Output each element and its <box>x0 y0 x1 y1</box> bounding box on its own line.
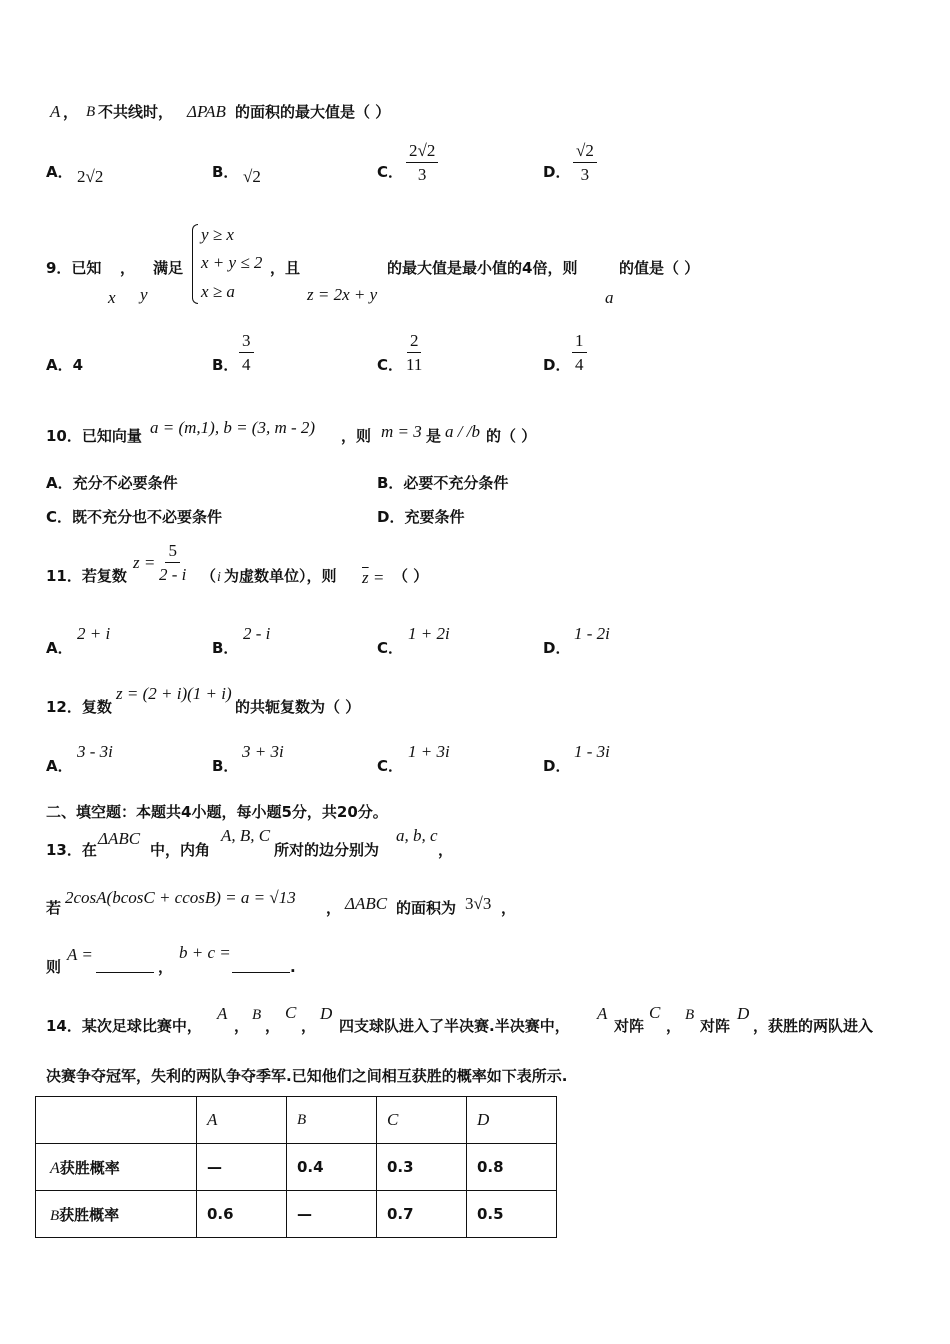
option-a-label: A．4 <box>46 356 84 374</box>
team-b: B <box>252 1007 262 1023</box>
option-a: A．充分不必要条件 <box>46 474 178 492</box>
table-cell: 0.6 <box>197 1191 287 1238</box>
option-a-label: A． <box>46 757 73 775</box>
var-a: a <box>605 288 614 307</box>
option-a-value: 2 + i <box>77 624 111 643</box>
table-row <box>36 1144 557 1191</box>
option-c-label: C． <box>377 757 404 775</box>
vectors: a = (m,1), b = (3, m - 2) <box>150 418 316 437</box>
triangle-abc-2: ΔABC <box>345 894 388 913</box>
sides: a, b, c <box>396 826 438 845</box>
blank-bc[interactable] <box>232 972 290 973</box>
option-c-label: C． <box>377 356 404 374</box>
option-c-value: 1 + 3i <box>408 742 450 761</box>
table-header-cell: D <box>467 1097 557 1144</box>
option-d-value: 1 - 2i <box>574 624 610 643</box>
option-d-label: D． <box>543 639 571 657</box>
z-equals: z = <box>133 553 156 572</box>
table-header-row <box>36 1097 557 1144</box>
constraint-2: x + y ≤ 2 <box>201 253 263 272</box>
table-header-cell: C <box>377 1097 467 1144</box>
option-b-value: 2 - i <box>243 624 271 643</box>
var-y: y <box>140 285 148 304</box>
constraint-1: y ≥ x <box>201 225 234 244</box>
z-fraction: $\frac{5}{2 - i}$ <box>159 541 187 584</box>
option-c-label: C． <box>377 639 404 657</box>
table-cell: 0.8 <box>467 1144 557 1191</box>
table-header-cell: B <box>287 1097 377 1144</box>
option-c-fraction: $\frac{2√2}{3}$ <box>406 141 438 185</box>
blank-a[interactable] <box>96 972 154 973</box>
option-b-label: B． <box>212 163 239 181</box>
option-a-label: A． <box>46 639 73 657</box>
option-d-fraction: $\frac{√2}{3}$ <box>573 141 597 185</box>
row-label: B获胜概率 <box>36 1191 197 1238</box>
team-c: C <box>285 1003 297 1022</box>
table-header-cell: A <box>197 1097 287 1144</box>
table-cell: 0.7 <box>377 1191 467 1238</box>
table-header-cell <box>36 1097 197 1144</box>
table-row <box>36 1191 557 1238</box>
option-d: D．充要条件 <box>377 508 465 526</box>
team-b-2: B <box>685 1007 695 1023</box>
team-c-2: C <box>649 1003 661 1022</box>
blank-bc-label: b + c = <box>179 943 231 962</box>
option-c-label: C． <box>377 163 404 181</box>
team-d-2: D <box>737 1004 750 1023</box>
option-c-value: 1 + 2i <box>408 624 450 643</box>
table-cell: — <box>287 1191 377 1238</box>
table-cell: 0.5 <box>467 1191 557 1238</box>
option-b-label: B． <box>212 356 239 374</box>
team-d: D <box>320 1004 333 1023</box>
option-b-value: 3 + 3i <box>242 742 284 761</box>
team-a: A <box>217 1004 228 1023</box>
option-c: C．既不充分也不必要条件 <box>46 508 223 526</box>
option-d-label: D． <box>543 356 571 374</box>
option-b-fraction: $\frac{3}{4}$ <box>239 331 254 375</box>
objective-z: z = 2x + y <box>307 285 378 304</box>
z-expression: z = (2 + i)(1 + i) <box>116 684 232 703</box>
team-a-2: A <box>597 1004 608 1023</box>
condition-equation: 2cosA(bcosC + ccosB) = a = √13 <box>65 888 296 907</box>
option-d-value: 1 - 3i <box>574 742 610 761</box>
point-a: A <box>50 102 61 121</box>
option-c-fraction: $\frac{2}{11}$ <box>406 331 423 374</box>
option-b: B．必要不充分条件 <box>377 474 509 492</box>
option-d-label: D． <box>543 163 571 181</box>
row-label: A获胜概率 <box>36 1144 197 1191</box>
option-b-label: B． <box>212 757 239 775</box>
table-cell: — <box>197 1144 287 1191</box>
m-equals-3: m = 3 <box>381 422 422 441</box>
option-b-value: √2 <box>243 167 261 186</box>
option-a-label: A． <box>46 163 73 181</box>
system-brace <box>192 224 198 304</box>
var-x: x <box>108 288 116 307</box>
table-cell: 0.3 <box>377 1144 467 1191</box>
triangle-abc: ΔABC <box>98 829 141 848</box>
constraint-3: x ≥ a <box>201 282 235 301</box>
point-b: B <box>86 104 96 120</box>
z-conjugate: $\overline{z}$ = <box>362 568 385 587</box>
imaginary-unit: i <box>217 570 221 585</box>
option-d-fraction: $\frac{1}{4}$ <box>572 331 587 375</box>
area-value: 3√3 <box>465 894 492 913</box>
angles: A, B, C <box>221 826 271 845</box>
parallel-condition: a / /b <box>445 422 480 441</box>
probability-table <box>35 1096 557 1238</box>
section-heading: 二、填空题：本题共4小题，每小题5分，共20分。 <box>46 803 388 821</box>
blank-a-label: A = <box>67 945 93 964</box>
option-d-label: D． <box>543 757 571 775</box>
option-a-value: 3 - 3i <box>77 742 113 761</box>
option-b-label: B． <box>212 639 239 657</box>
triangle-pab: ΔPAB <box>187 102 226 121</box>
table-cell: 0.4 <box>287 1144 377 1191</box>
option-a-value: 2√2 <box>77 167 104 186</box>
